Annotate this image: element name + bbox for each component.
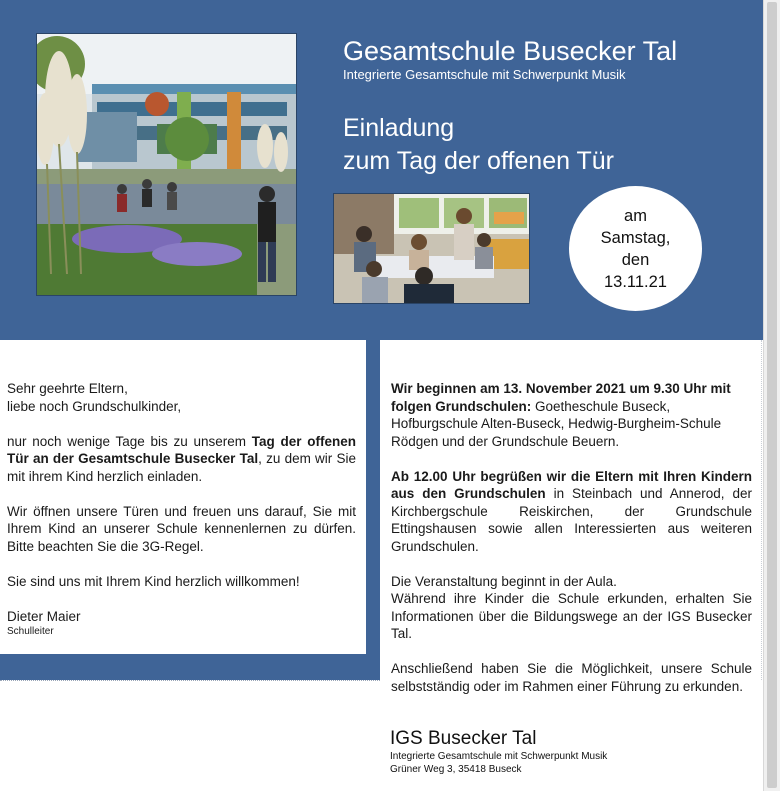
info-p1-text: Goetheschule Buseck, Hofburgschule Alten-Buseck, Hedwig-Burgheim-Schule Rödgen und der Grundschule Beuern. (391, 398, 722, 449)
school-subtitle: Integrierte Gesamtschule mit Schwerpunkt Musik (343, 67, 626, 82)
classroom-photo (333, 193, 530, 304)
date-badge-line-4: 13.11.21 (603, 272, 667, 291)
footer-signature (390, 728, 760, 776)
date-badge-line-1: am (624, 206, 647, 225)
scrollbar-thumb[interactable] (767, 2, 777, 788)
signature-block (7, 608, 356, 638)
letter-text (7, 380, 356, 638)
info-paragraph-4: Anschließend haben Sie die Möglichkeit, unsere Schule selbstständig oder im Rahmen einer Führung zu erkunden. (391, 661, 752, 694)
date-badge-line-2: Samstag, (600, 228, 671, 247)
page-margin-line (761, 340, 762, 680)
date-badge-line-3: den (621, 250, 650, 269)
invitation-line-2: zum Tag der offenen Tür (343, 147, 615, 175)
info-paragraph-1 (391, 380, 752, 450)
letter-p1-text: nur noch wenige Tage bis zu unserem (7, 433, 252, 449)
letter-paragraph-2: Wir öffnen unsere Türen und freuen uns darauf, Sie mit Ihrem Kind an unserer Schule kennenlernen zu dürfen. Bitte beachten Sie die 3G-Regel. (7, 503, 356, 554)
info-paragraph-2 (391, 468, 752, 556)
signer-role: Schulleiter (7, 625, 54, 637)
letter-paragraph-3: Sie sind uns mit Ihrem Kind herzlich willkommen! (7, 573, 300, 589)
invitation-heading (343, 112, 614, 178)
school-name: Gesamtschule Busecker Tal (343, 36, 678, 66)
info-p3-line-2: Während ihre Kinder die Schule erkunden, erhalten Sie Informationen über die Bildungswege an der IGS Busecker Tal. (391, 591, 752, 641)
salutation (7, 380, 356, 415)
info-p2-bold: Ab 12.00 Uhr begrüßen wir die Eltern mit Ihren Kindern aus den Grundschulen (391, 468, 752, 501)
info-paragraph-3 (391, 573, 752, 643)
invitation-line-1: Einladung (343, 114, 455, 142)
signer-name: Dieter Maier (7, 608, 81, 624)
event-info (391, 380, 752, 713)
footer-school-name: IGS Busecker Tal (390, 728, 537, 749)
footer-address: Grüner Weg 3, 35418 Buseck (390, 764, 522, 775)
info-p1-bold: Wir beginnen am 13. November 2021 um 9.30 Uhr mit folgen Grundschulen: (391, 381, 731, 414)
letter-p1-bold: Tag der offenen Tür an der Gesamtschule Busecker Tal (7, 433, 356, 466)
letter-paragraph-1 (7, 433, 356, 486)
vertical-scrollbar[interactable] (763, 0, 780, 791)
info-p3-line-1: Die Veranstaltung beginnt in der Aula. (391, 573, 617, 589)
info-p2-text: in Steinbach und Annerod, der Kirchbergschule Reiskirchen, der Grundschule Ettingshausen sowie allen Interessierten aus weiteren Grundschulen. (391, 486, 752, 554)
letter-p1-text-end: , zu dem wir Sie mit ihrem Kind herzlich einladen. (7, 451, 356, 484)
section-divider (0, 680, 380, 681)
school-building-photo (36, 33, 297, 296)
date-badge (569, 186, 702, 311)
footer-subtitle: Integrierte Gesamtschule mit Schwerpunkt Musik (390, 751, 608, 762)
salutation-line-1: Sehr geehrte Eltern, (7, 381, 128, 396)
salutation-line-2: liebe noch Grundschulkinder, (7, 398, 182, 414)
